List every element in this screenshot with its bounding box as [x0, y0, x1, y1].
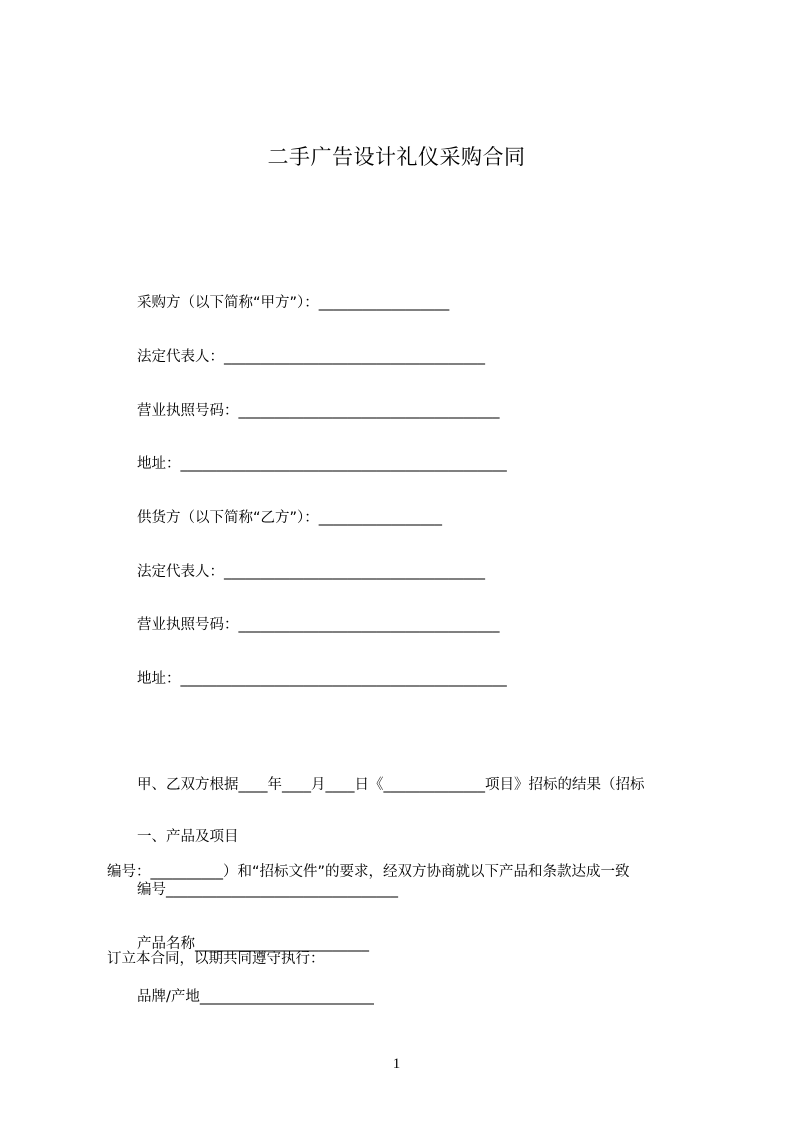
document-title: 二手广告设计礼仪采购合同 — [267, 145, 526, 169]
buyer-address-line: 地址：_____________________________________________ — [137, 456, 507, 472]
buyer-party-line: 采购方（以下简称“甲方”）：__________________ — [137, 295, 450, 311]
buyer-legal-rep-line: 法定代表人：____________________________________ — [137, 349, 485, 365]
supplier-address-line: 地址：_____________________________________________ — [137, 671, 507, 687]
supplier-party-line: 供货方（以下简称“乙方”）：_________________ — [137, 510, 443, 526]
buyer-license-line: 营业执照号码：____________________________________ — [137, 403, 500, 419]
item-name-line: 产品名称________________________ — [137, 936, 369, 952]
item-number-line: 编号________________________________ — [137, 882, 398, 898]
supplier-license-line: 营业执照号码：____________________________________ — [137, 617, 500, 633]
section-heading: 一、产品及项目 — [137, 829, 239, 845]
intro-line-3: 订立本合同，以期共同遵守执行： — [107, 951, 325, 967]
intro-line-1: 甲、乙双方根据____年____月____日《______________项目》招标的结果（招标 — [137, 777, 645, 793]
intro-line-2: 编号：__________）和“招标文件”的要求，经双方协商就以下产品和条款达成一致 — [107, 864, 630, 880]
item-brand-line: 品牌/产地________________________ — [137, 989, 374, 1005]
supplier-legal-rep-line: 法定代表人：____________________________________ — [137, 564, 485, 580]
page-number: 1 — [392, 1056, 401, 1072]
